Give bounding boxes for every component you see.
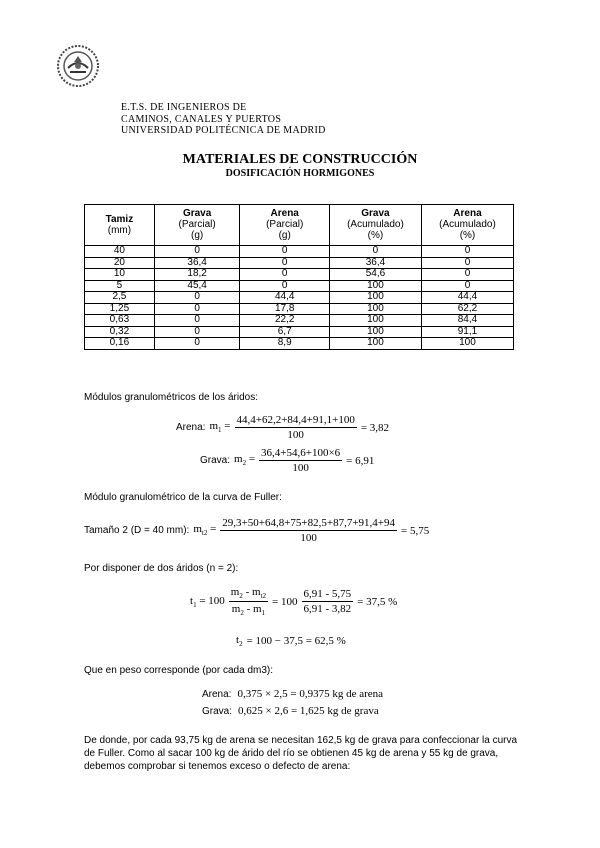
table-cell: 22,2	[240, 315, 330, 327]
arena-peso-line	[202, 688, 383, 700]
col-header-arena-acumulado: Arena (Acumulado) (%)	[421, 205, 513, 246]
table-row	[85, 338, 514, 350]
table-row	[85, 315, 514, 327]
table-cell: 0	[421, 246, 513, 258]
col-header-grava-parcial: Grava (Parcial) (g)	[154, 205, 240, 246]
t1-equals-100: = 100	[272, 595, 298, 608]
university-seal-logo	[56, 44, 100, 88]
table-cell: 0	[240, 280, 330, 292]
table-cell: 8,9	[240, 338, 330, 350]
table-cell: 54,6	[329, 269, 421, 281]
table-cell: 100	[329, 326, 421, 338]
fuller-symbol: $m_{t2}$ =	[193, 523, 217, 538]
table-row	[85, 326, 514, 338]
table-cell: 0	[421, 257, 513, 269]
table-cell: 17,8	[240, 303, 330, 315]
arena-peso-label: Arena:	[202, 689, 232, 700]
table-cell: 100	[329, 315, 421, 327]
grava-modulus-formula	[200, 447, 374, 474]
table-row	[85, 246, 514, 258]
t1-fraction-numeric: $\frac{6,91 - 5,75}{6,91 - 3,82}$	[303, 588, 352, 616]
table-cell: 0	[154, 315, 240, 327]
table-cell: 0	[154, 338, 240, 350]
fuller-fraction: $\frac{29,3+50+64,8+75+82,5+87,7+91,4+94}{100}$	[222, 517, 395, 544]
table-cell: 100	[329, 292, 421, 304]
table-cell: 100	[329, 280, 421, 292]
table-cell: 0,16	[85, 338, 155, 350]
table-cell: 0	[240, 246, 330, 258]
table-cell: 2,5	[85, 292, 155, 304]
table-cell: 62,2	[421, 303, 513, 315]
arena-label: Arena:	[176, 422, 206, 433]
school-name: E.T.S. DE INGENIEROS DE	[121, 102, 247, 113]
table-cell: 100	[329, 338, 421, 350]
table-cell: 100	[329, 303, 421, 315]
table-cell: 0,63	[85, 315, 155, 327]
grava-label: Grava:	[200, 455, 231, 466]
t1-result: = 37,5 %	[357, 595, 398, 608]
table-cell: 20	[85, 257, 155, 269]
table-row	[85, 269, 514, 281]
table-cell: 0	[421, 269, 513, 281]
dos-aridos-text: Por disponer de dos áridos (n = 2):	[84, 563, 239, 574]
table-cell: 91,1	[421, 326, 513, 338]
col-header-tamiz: Tamiz (mm)	[85, 205, 155, 246]
department-name: CAMINOS, CANALES Y PUERTOS	[121, 114, 282, 125]
table-cell: 0	[240, 269, 330, 281]
peso-text: Que en peso corresponde (por cada dm3):	[84, 665, 273, 676]
table-cell: 84,4	[421, 315, 513, 327]
page-subtitle: DOSIFICACIÓN HORMIGONES	[225, 168, 375, 179]
grava-peso-line	[202, 705, 379, 717]
table-cell: 0	[154, 326, 240, 338]
table-header-row	[85, 205, 514, 246]
grava-peso-label: Grava:	[202, 706, 233, 717]
arena-modulus-formula	[176, 414, 389, 441]
table-cell: 5	[85, 280, 155, 292]
t2-formula	[236, 634, 346, 648]
table-cell: 0,32	[85, 326, 155, 338]
t1-formula	[190, 586, 397, 617]
table-cell: 6,7	[240, 326, 330, 338]
university-name: UNIVERSIDAD POLITÉCNICA DE MADRID	[121, 125, 326, 136]
table-cell: 40	[85, 246, 155, 258]
page-title: MATERIALES DE CONSTRUCCIÓN	[182, 152, 418, 167]
table-cell: 45,4	[154, 280, 240, 292]
grava-peso-value: 0,625 × 2,6 = 1,625 kg de grava	[238, 705, 379, 717]
grava-fraction: $\frac{36,4+54,6+100\times 6}{100}$	[261, 447, 341, 474]
table-row	[85, 280, 514, 292]
col-header-grava-acumulado: Grava (Acumulado) (%)	[329, 205, 421, 246]
table-row	[85, 257, 514, 269]
table-cell: 10	[85, 269, 155, 281]
t2-expression: = 100 − 37,5 = 62,5 %	[246, 635, 346, 648]
table-cell: 0	[154, 292, 240, 304]
arena-fraction: $\frac{44,4+62,2+84,4+91,1+100}{100}$	[236, 414, 355, 441]
table-cell: 36,4	[154, 257, 240, 269]
col-header-arena-parcial: Arena (Parcial) (g)	[240, 205, 330, 246]
t2-symbol: $t_2$	[236, 634, 243, 649]
arena-peso-value: 0,375 × 2,5 = 0,9375 kg de arena	[237, 688, 384, 700]
table-cell: 0	[421, 280, 513, 292]
tamano-label: Tamaño 2 (D = 40 mm):	[84, 525, 190, 536]
table-cell: 44,4	[421, 292, 513, 304]
grava-symbol: $m_2$ =	[234, 453, 256, 468]
fuller-formula	[84, 517, 429, 544]
table-cell: 18,2	[154, 269, 240, 281]
modulos-heading: Módulos granulométricos de los áridos:	[84, 392, 258, 403]
table-row	[85, 292, 514, 304]
table-cell: 0	[154, 246, 240, 258]
granulometry-table	[84, 204, 514, 350]
fuller-heading: Módulo granulométrico de la curva de Fuller:	[84, 492, 282, 503]
table-row	[85, 303, 514, 315]
table-cell: 100	[421, 338, 513, 350]
t1-symbol: $t_1 = 100$	[190, 594, 225, 609]
conclusion-paragraph: De donde, por cada 93,75 kg de arena se necesitan 162,5 kg de grava para confeccionar la curva de Fuller. Como al sacar 100 kg de árido del río se obtienen 45 kg de arena y 55 kg de grava, debemos comprobar si tenemos exceso o defecto de arena:	[84, 735, 518, 772]
t1-fraction-symbolic: $\frac{m_2 - m_{t2}}{m_2 - m_1}$	[230, 586, 267, 618]
table-cell: 44,4	[240, 292, 330, 304]
arena-symbol: $m_1$ =	[209, 420, 231, 435]
arena-result: = 3,82	[360, 421, 390, 434]
table-cell: 0	[240, 257, 330, 269]
table-cell: 36,4	[329, 257, 421, 269]
table-cell: 0	[329, 246, 421, 258]
table-cell: 0	[154, 303, 240, 315]
grava-result: = 6,91	[346, 454, 375, 467]
table-cell: 1,25	[85, 303, 155, 315]
fuller-result: = 5,75	[400, 524, 430, 537]
